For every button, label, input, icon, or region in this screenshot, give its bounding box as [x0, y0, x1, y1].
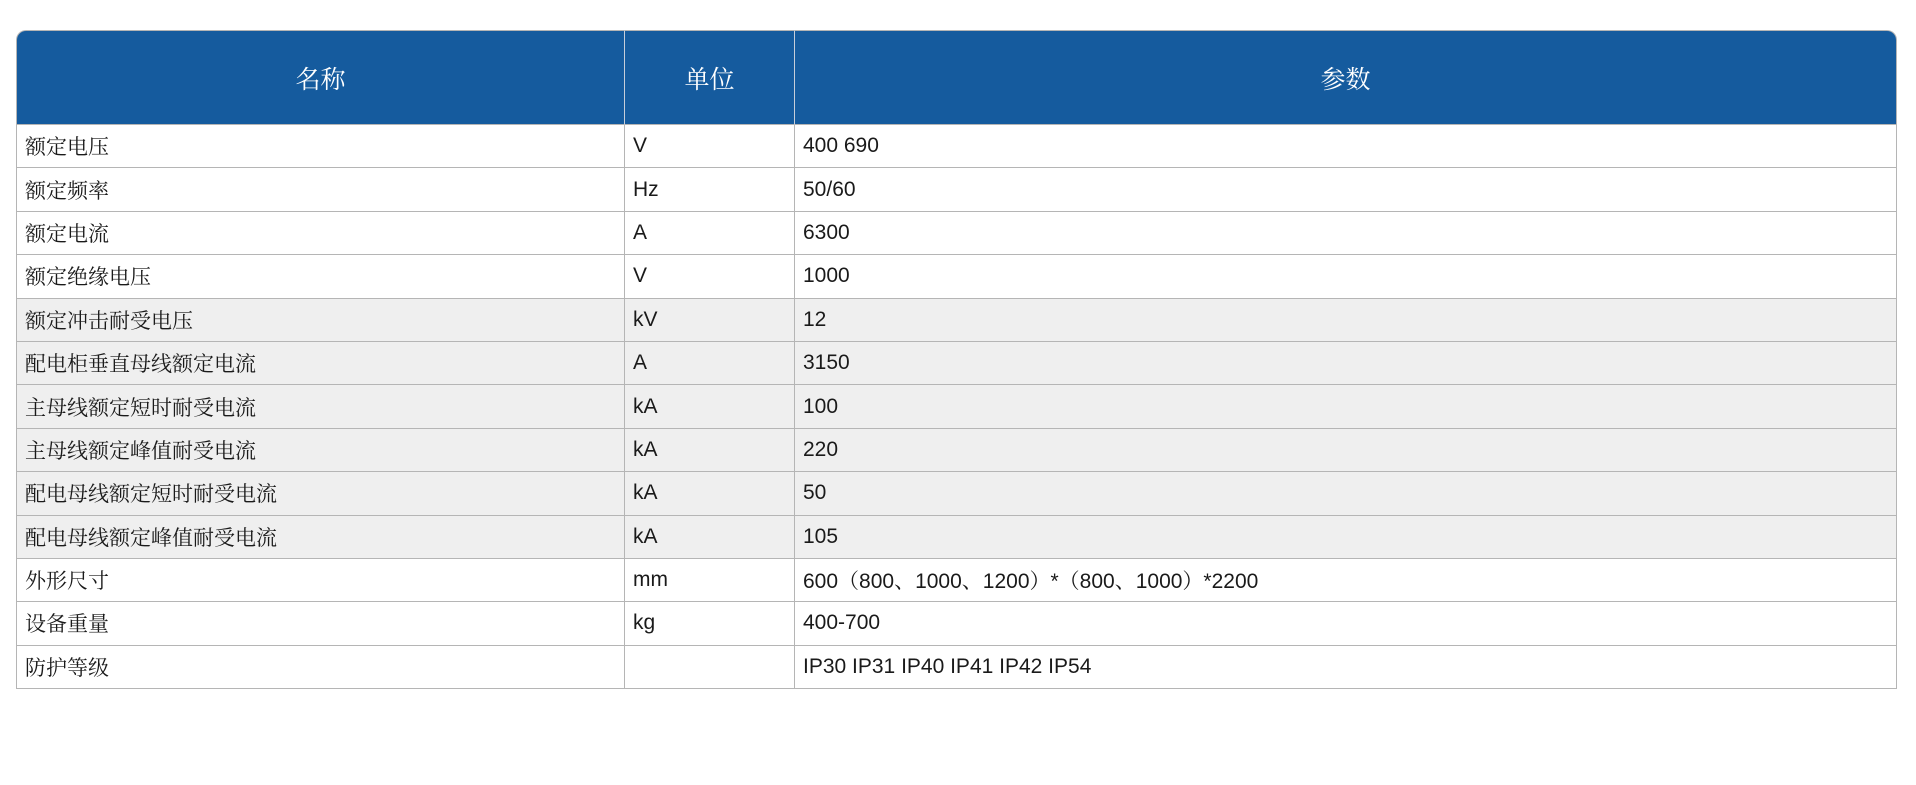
unit-cell: V — [624, 255, 794, 298]
name-cell: 主母线额定峰值耐受电流 — [16, 429, 624, 472]
table-row — [16, 559, 1897, 602]
unit-cell — [624, 646, 794, 689]
unit-cell: kA — [624, 516, 794, 559]
unit-cell: A — [624, 342, 794, 385]
table-row — [16, 212, 1897, 255]
table-row — [16, 125, 1897, 168]
value-cell: 400 690 — [794, 125, 1897, 168]
value-cell: 6300 — [794, 212, 1897, 255]
unit-cell: kA — [624, 472, 794, 515]
value-cell: 220 — [794, 429, 1897, 472]
unit-cell: Hz — [624, 168, 794, 211]
value-cell: 600（800、1000、1200）*（800、1000）*2200 — [794, 559, 1897, 602]
table-row — [16, 385, 1897, 428]
header-cell-unit: 单位 — [624, 30, 794, 125]
unit-cell: kg — [624, 602, 794, 645]
name-cell: 设备重量 — [16, 602, 624, 645]
unit-cell: A — [624, 212, 794, 255]
spec-table — [16, 30, 1897, 689]
value-cell: 105 — [794, 516, 1897, 559]
table-row — [16, 342, 1897, 385]
value-cell: 12 — [794, 299, 1897, 342]
name-cell: 配电母线额定短时耐受电流 — [16, 472, 624, 515]
table-row — [16, 472, 1897, 515]
name-cell: 额定频率 — [16, 168, 624, 211]
unit-cell: kA — [624, 429, 794, 472]
header-cell-name: 名称 — [16, 30, 624, 125]
unit-cell: mm — [624, 559, 794, 602]
table-body — [16, 125, 1897, 689]
value-cell: 50 — [794, 472, 1897, 515]
table-row — [16, 168, 1897, 211]
name-cell: 主母线额定短时耐受电流 — [16, 385, 624, 428]
value-cell: 50/60 — [794, 168, 1897, 211]
value-cell: IP30 IP31 IP40 IP41 IP42 IP54 — [794, 646, 1897, 689]
table-row — [16, 516, 1897, 559]
value-cell: 3150 — [794, 342, 1897, 385]
value-cell: 1000 — [794, 255, 1897, 298]
table-row — [16, 429, 1897, 472]
name-cell: 配电母线额定峰值耐受电流 — [16, 516, 624, 559]
table-row — [16, 646, 1897, 689]
table-header-row — [16, 30, 1897, 125]
table-row — [16, 602, 1897, 645]
unit-cell: kV — [624, 299, 794, 342]
name-cell: 额定电流 — [16, 212, 624, 255]
value-cell: 100 — [794, 385, 1897, 428]
table-row — [16, 299, 1897, 342]
unit-cell: V — [624, 125, 794, 168]
name-cell: 额定绝缘电压 — [16, 255, 624, 298]
name-cell: 额定电压 — [16, 125, 624, 168]
name-cell: 配电柜垂直母线额定电流 — [16, 342, 624, 385]
name-cell: 额定冲击耐受电压 — [16, 299, 624, 342]
unit-cell: kA — [624, 385, 794, 428]
table-row — [16, 255, 1897, 298]
value-cell: 400-700 — [794, 602, 1897, 645]
header-cell-params: 参数 — [794, 30, 1897, 125]
name-cell: 防护等级 — [16, 646, 624, 689]
spec-table-container — [16, 30, 1897, 689]
name-cell: 外形尺寸 — [16, 559, 624, 602]
